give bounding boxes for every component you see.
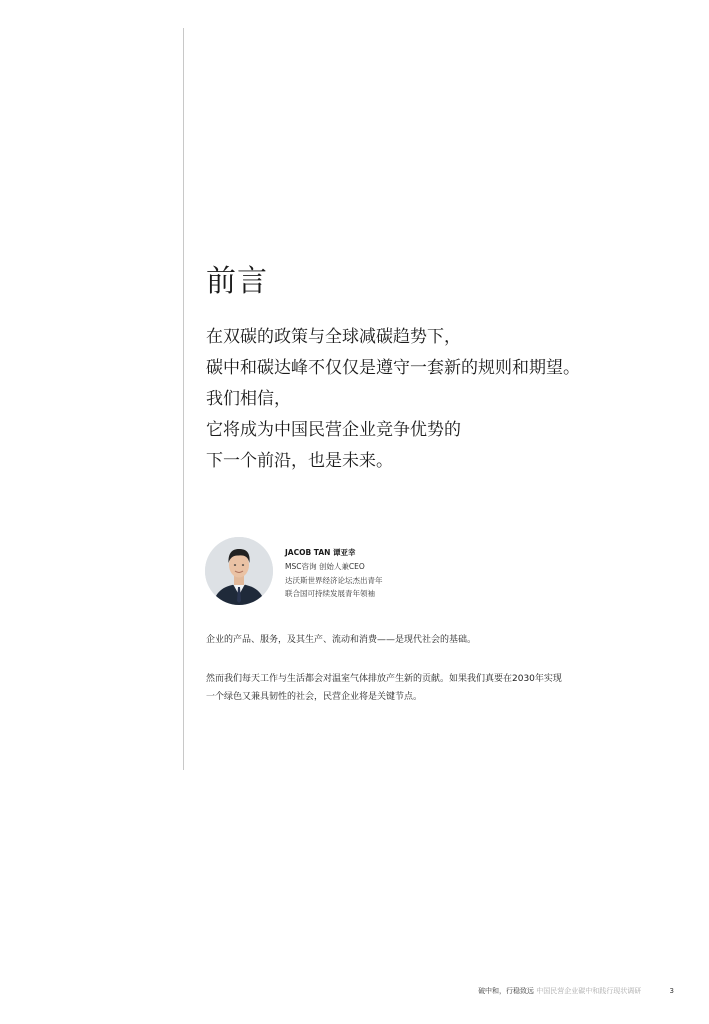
portrait-photo-icon — [205, 537, 273, 605]
page-footer — [478, 985, 674, 997]
body-paragraph — [206, 670, 562, 706]
intro-line: 下一个前沿，也是未来。 — [206, 451, 393, 471]
paragraph-line: 一个绿色又兼具韧性的社会，民营企业将是关键节点。 — [206, 692, 423, 702]
profile-details — [285, 545, 383, 601]
profile-name: JACOB TAN 谭亚幸 — [285, 548, 356, 557]
footer-subtitle: 中国民营企业碳中和践行现状调研 — [536, 987, 642, 995]
footer-title: 破中和，行稳致远 — [478, 987, 535, 995]
profile-title: 达沃斯世界经济论坛杰出青年 — [285, 575, 383, 585]
intro-line: 在双碳的政策与全球减碳趋势下， — [206, 327, 461, 347]
author-profile — [205, 537, 625, 609]
intro-line: 碳中和碳达峰不仅仅是遵守一套新的规则和期望。 — [206, 358, 580, 378]
profile-title: 联合国可持续发展青年领袖 — [285, 589, 375, 598]
body-paragraph — [206, 631, 476, 649]
page-number: 3 — [669, 987, 674, 995]
paragraph-line: 然而我们每天工作与生活都会对温室气体排放产生新的贡献。如果我们真要在2030年实现 — [206, 674, 562, 684]
avatar — [205, 537, 273, 605]
page-title: 前言 — [206, 264, 268, 299]
vertical-divider-line — [183, 28, 184, 770]
intro-statement — [206, 322, 580, 477]
intro-line: 我们相信， — [206, 389, 291, 409]
profile-title: MSC咨询 创始人兼CEO — [285, 562, 365, 571]
intro-line: 它将成为中国民营企业竞争优势的 — [206, 420, 461, 440]
paragraph-line: 企业的产品、服务，及其生产、流动和消费——是现代社会的基础。 — [206, 635, 477, 645]
